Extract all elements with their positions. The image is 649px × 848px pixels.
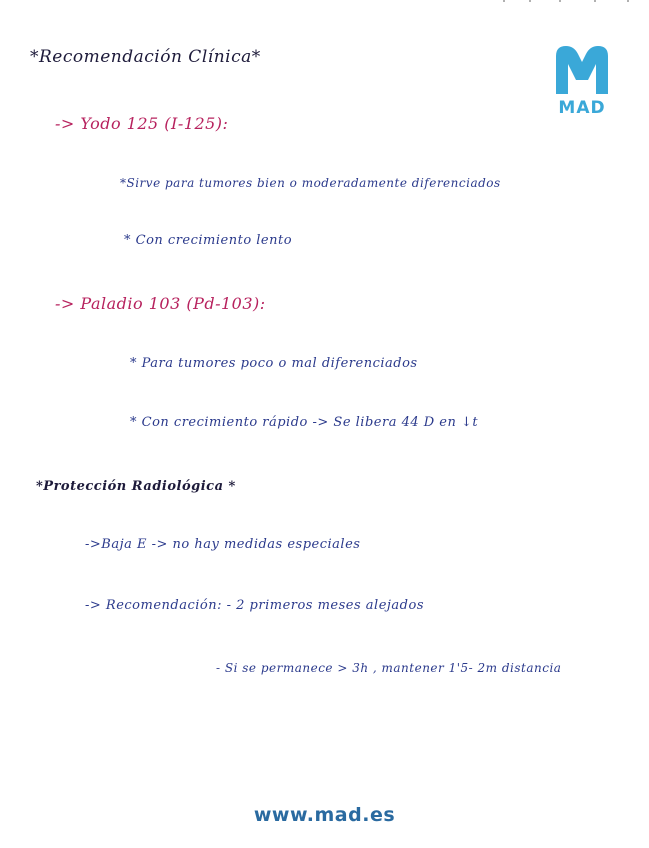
logo-text: MAD bbox=[558, 98, 606, 118]
yodo-item-2: * Con crecimiento lento bbox=[124, 233, 293, 248]
mad-m-logo-icon bbox=[552, 44, 612, 96]
protection-item-1: ->Baja E -> no hay medidas especiales bbox=[85, 537, 361, 552]
scan-marks bbox=[500, 0, 640, 4]
yodo-item-1: *Sirve para tumores bien o moderadamente diferenciados bbox=[120, 176, 501, 190]
protection-heading: *Protección Radiológica * bbox=[36, 479, 236, 494]
mad-logo bbox=[552, 44, 612, 124]
paladio-item-2: * Con crecimiento rápido -> Se libera 44 D en ↓t bbox=[130, 415, 479, 430]
protection-item-3: - Si se permanece > 3h , mantener 1'5- 2m distancia bbox=[216, 661, 562, 675]
footer-url[interactable]: www.mad.es bbox=[253, 804, 396, 826]
protection-item-2: -> Recomendación: - 2 primeros meses alejados bbox=[85, 598, 425, 613]
yodo-title: -> Yodo 125 (I-125): bbox=[55, 114, 229, 133]
clinical-heading: *Recomendación Clínica* bbox=[30, 47, 261, 67]
paladio-title: -> Paladio 103 (Pd-103): bbox=[55, 294, 266, 313]
paladio-item-1: * Para tumores poco o mal diferenciados bbox=[130, 356, 418, 371]
